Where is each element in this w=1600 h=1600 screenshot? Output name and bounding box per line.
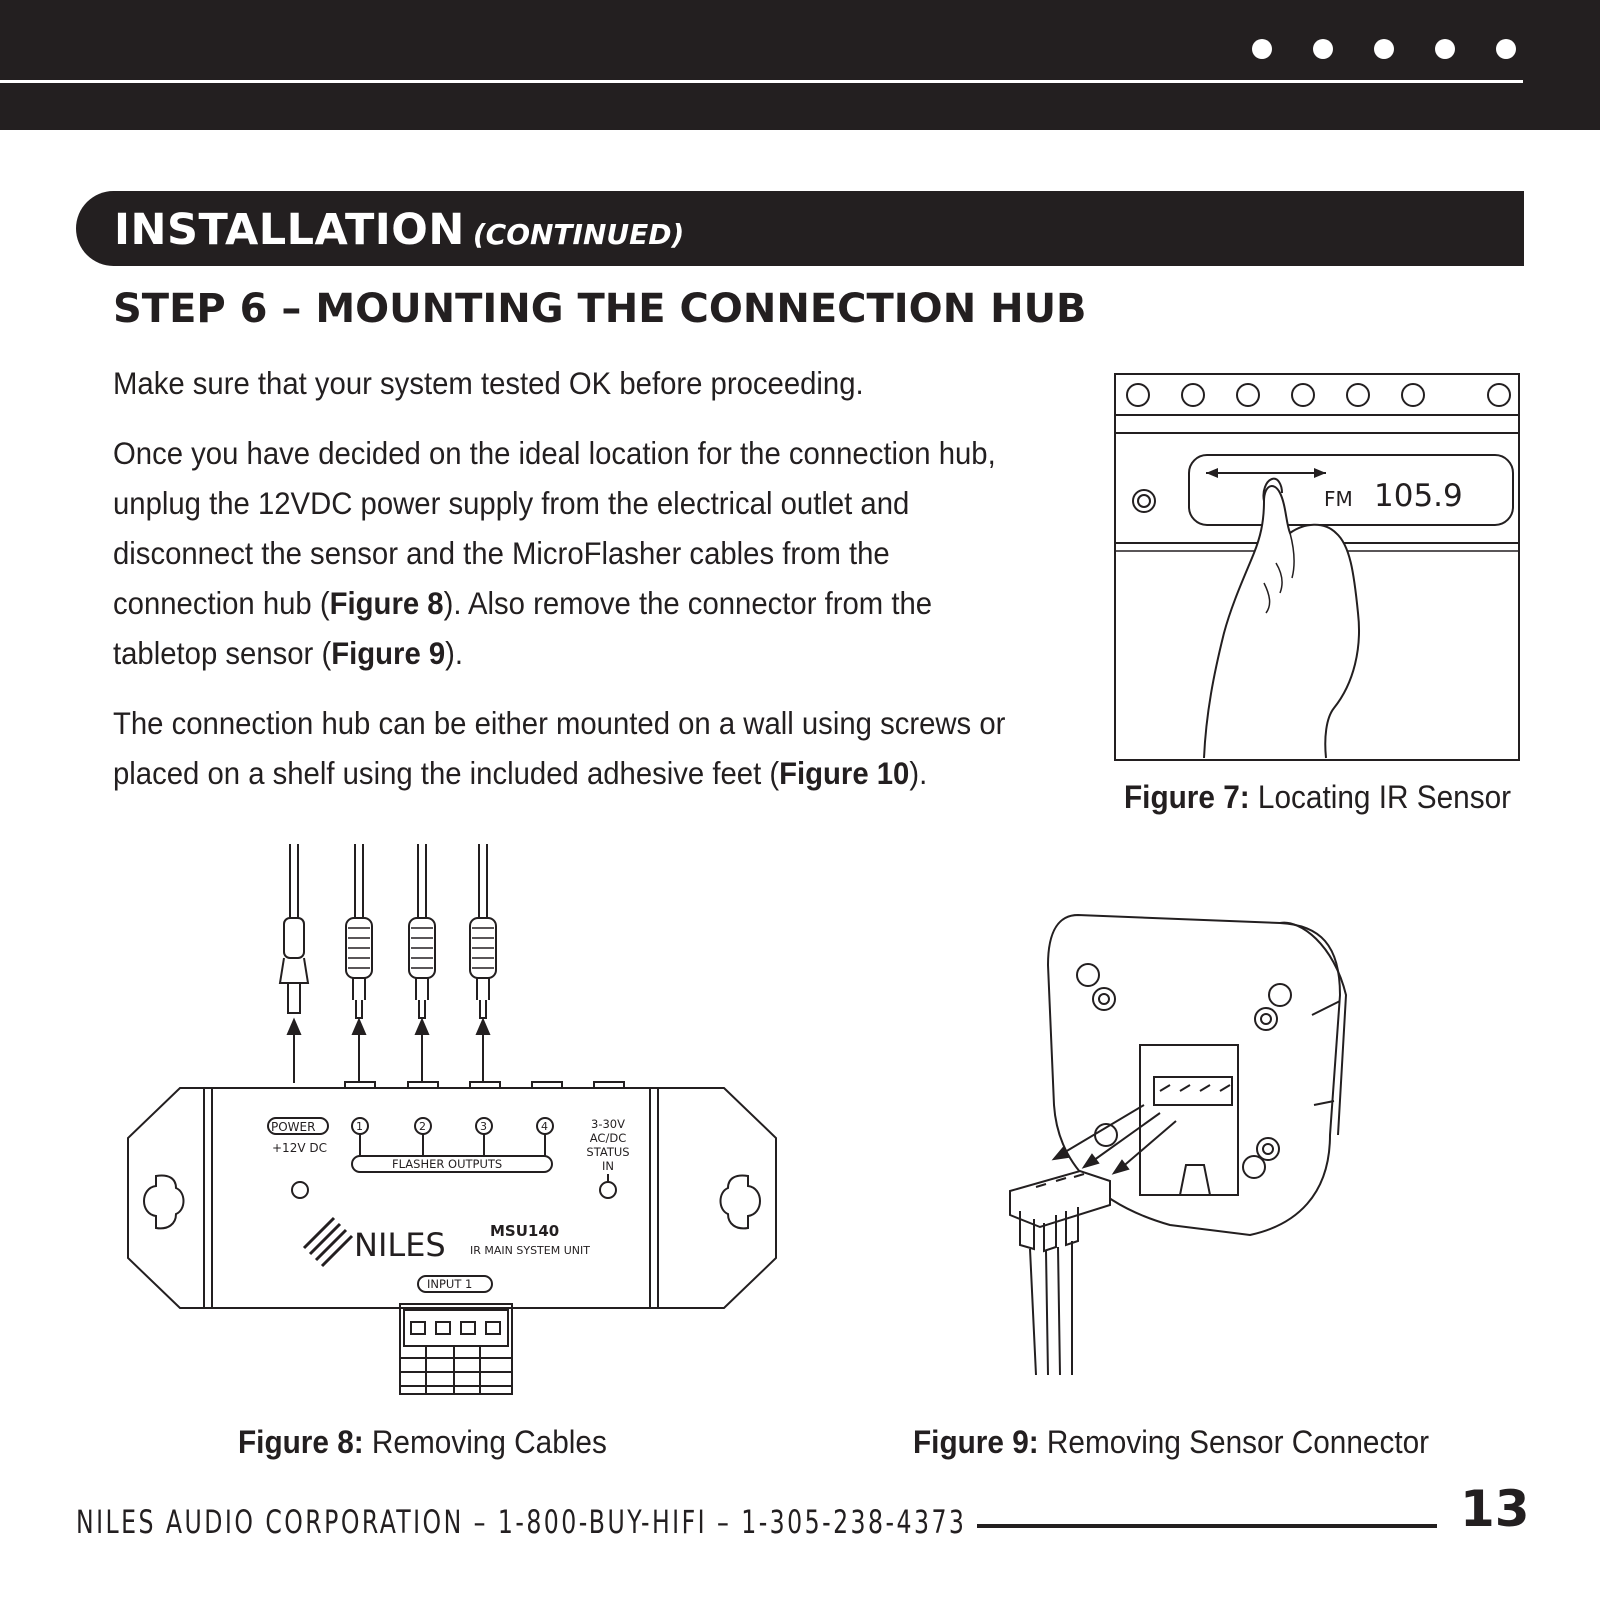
status-label: STATUS [586,1145,630,1159]
figure-8-label: Figure 8: [238,1424,364,1460]
model-name: MSU140 [490,1222,560,1240]
figure-7-illustration [1114,373,1520,761]
input-label: INPUT 1 [427,1277,473,1291]
figure-8-caption-text: Removing Cables [371,1424,607,1460]
figure-8-illustration [120,838,800,1398]
page-number: 13 [1460,1480,1530,1538]
figure-7-caption-text: Locating IR Sensor [1257,779,1512,815]
display-frequency: 105.9 [1374,478,1463,514]
figure-9-svg [1000,905,1380,1405]
section-header-bar [76,191,1524,266]
figure-ref-9: Figure 9 [331,635,446,671]
model-description: IR MAIN SYSTEM UNIT [470,1244,590,1257]
status-label: 3-30V [591,1117,625,1131]
banner-dot [1435,39,1455,59]
figure-8-svg [120,838,800,1398]
section-title [114,205,684,255]
paragraph-3 [113,698,1043,798]
output-number: 3 [480,1120,487,1133]
figure-9-caption-text: Removing Sensor Connector [1046,1424,1430,1460]
body-text [113,358,1080,818]
figure-9-label: Figure 9: [913,1424,1039,1460]
banner-dot [1313,39,1333,59]
paragraph-2-text: Once you have decided on the ideal location for the connection hub, unplug the 12VDC power supply from the electrical outlet and disconnect the sensor and the MicroFlasher cables from the connection hub ( [113,435,996,621]
display-band: FM [1324,487,1353,511]
footer-company: NILES AUDIO CORPORATION – 1-800-BUY-HIFI – 1-305-238-4373 [76,1503,967,1541]
output-number: 1 [356,1120,363,1133]
output-number: 2 [419,1120,426,1133]
paragraph-3-text: ). [909,755,928,791]
banner-dot [1252,39,1272,59]
figure-8-caption [238,1424,607,1461]
step-heading: STEP 6 – MOUNTING THE CONNECTION HUB [113,286,1087,332]
power-voltage: +12V DC [272,1141,327,1155]
paragraph-2 [113,428,1006,678]
figure-9-illustration [1000,905,1380,1405]
figure-ref-10: Figure 10 [779,755,910,791]
figure-9-caption [913,1424,1429,1461]
section-title-text: INSTALLATION [114,205,465,255]
paragraph-3-text: The connection hub can be either mounted on a wall using screws or placed on a shelf using the included adhesive feet ( [113,705,1006,791]
figure-7-label: Figure 7: [1124,779,1250,815]
paragraph-2-text: ). [445,635,464,671]
flasher-outputs-label: FLASHER OUTPUTS [392,1157,503,1171]
footer-rule [977,1524,1437,1528]
banner-dot [1374,39,1394,59]
banner-dot [1496,39,1516,59]
power-label: POWER [271,1120,316,1134]
brand-name: NILES [354,1226,446,1264]
paragraph-1: Make sure that your system tested OK before proceeding. [113,365,864,401]
figure-ref-8: Figure 8 [329,585,444,621]
banner-rule [0,80,1523,83]
paragraph-2-text: ). Also remove the connector from the tabletop sensor ( [113,585,933,671]
section-subtitle: (CONTINUED) [472,218,685,251]
figure-7-svg [1114,373,1520,761]
status-label: IN [602,1159,614,1173]
status-label: AC/DC [589,1131,627,1145]
output-number: 4 [541,1120,548,1133]
top-banner [0,0,1600,130]
figure-7-caption [1124,779,1511,816]
